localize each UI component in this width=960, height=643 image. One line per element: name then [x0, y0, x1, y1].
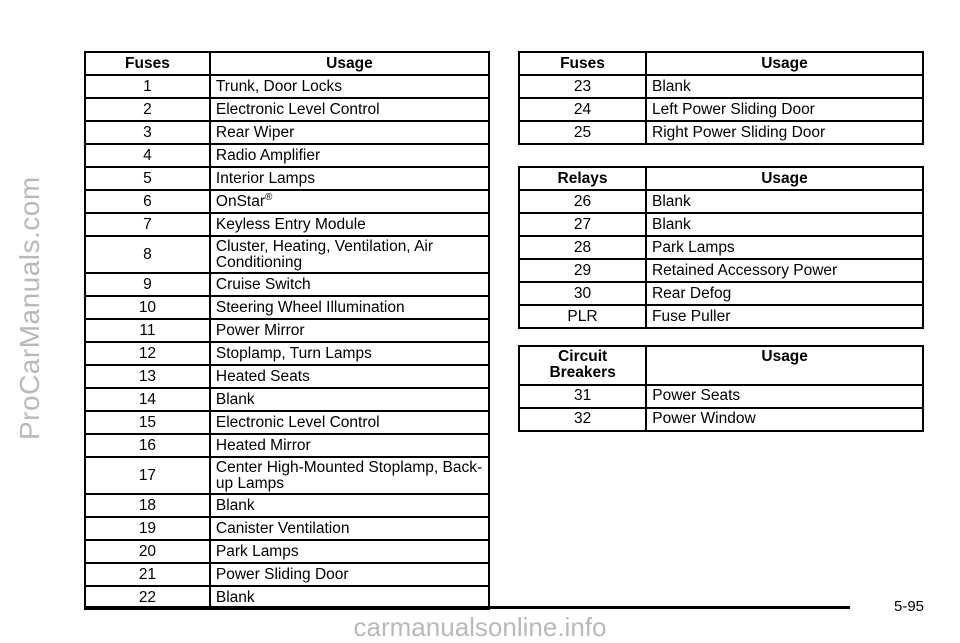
- fuse-number-cell: 28: [519, 236, 646, 259]
- table-row: [85, 411, 489, 434]
- fuse-number-cell: 16: [85, 434, 210, 457]
- usage-cell: Power Sliding Door: [210, 563, 489, 586]
- column-header: Fuses: [85, 52, 210, 75]
- usage-cell: OnStar®: [210, 190, 489, 213]
- usage-cell: Radio Amplifier: [210, 144, 489, 167]
- usage-cell: Canister Ventilation: [210, 517, 489, 540]
- fuse-number-cell: 32: [519, 408, 646, 431]
- column-header: Usage: [646, 167, 923, 190]
- fuse-number-cell: 5: [85, 167, 210, 190]
- usage-cell: Stoplamp, Turn Lamps: [210, 342, 489, 365]
- table-row: [85, 388, 489, 411]
- header-line: Circuit Breakers: [549, 348, 616, 382]
- circuit-breakers-table: [518, 345, 924, 432]
- table-row: [519, 213, 923, 236]
- table-row: [85, 273, 489, 296]
- fuse-number-cell: 6: [85, 190, 210, 213]
- table-row: [85, 296, 489, 319]
- usage-cell: Left Power Sliding Door: [646, 98, 923, 121]
- usage-cell: Steering Wheel Illumination: [210, 296, 489, 319]
- fuse-number-cell: 25: [519, 121, 646, 144]
- table-row: [85, 190, 489, 213]
- fuse-number-cell: 21: [85, 563, 210, 586]
- usage-cell: Heated Mirror: [210, 434, 489, 457]
- table-header-row: [85, 52, 489, 75]
- fuse-number-cell: 3: [85, 121, 210, 144]
- usage-cell: Heated Seats: [210, 365, 489, 388]
- fuse-number-cell: 19: [85, 517, 210, 540]
- fuse-number-cell: 1: [85, 75, 210, 98]
- fuse-number-cell: 31: [519, 385, 646, 408]
- usage-cell: Blank: [210, 586, 489, 609]
- table-row: [519, 385, 923, 408]
- table-row: [85, 236, 489, 273]
- fuses-table: [84, 51, 490, 610]
- fuse-number-cell: 12: [85, 342, 210, 365]
- usage-cell: Power Seats: [646, 385, 923, 408]
- side-watermark: ProCarManuals.com: [14, 176, 45, 440]
- table-header-row: [519, 52, 923, 75]
- usage-cell: Blank: [210, 494, 489, 517]
- usage-cell: Blank: [646, 75, 923, 98]
- usage-cell: Center High-Mounted Stoplamp, Back-up Lamps: [210, 457, 489, 494]
- fuse-number-cell: 11: [85, 319, 210, 342]
- usage-cell: Electronic Level Control: [210, 98, 489, 121]
- usage-cell: Rear Wiper: [210, 121, 489, 144]
- table-row: [85, 319, 489, 342]
- table-row: [85, 365, 489, 388]
- usage-cell: Fuse Puller: [646, 305, 923, 328]
- fuses-table-continued: [518, 51, 924, 145]
- usage-cell: Rear Defog: [646, 282, 923, 305]
- registered-mark: ®: [265, 192, 273, 204]
- usage-cell: Interior Lamps: [210, 167, 489, 190]
- footer-rule: [84, 606, 850, 609]
- usage-cell: Electronic Level Control: [210, 411, 489, 434]
- table-row: [85, 342, 489, 365]
- table-row: [85, 540, 489, 563]
- table-row: [85, 213, 489, 236]
- usage-cell: Park Lamps: [210, 540, 489, 563]
- fuse-number-cell: 15: [85, 411, 210, 434]
- fuse-number-cell: 30: [519, 282, 646, 305]
- column-header: Relays: [519, 167, 646, 190]
- fuse-number-cell: 13: [85, 365, 210, 388]
- table-row: [519, 259, 923, 282]
- usage-cell: Power Window: [646, 408, 923, 431]
- table-header-row: [519, 167, 923, 190]
- fuse-number-cell: 27: [519, 213, 646, 236]
- column-header: Usage: [210, 52, 489, 75]
- table-row: [85, 121, 489, 144]
- table-header-row: [519, 346, 923, 385]
- table-row: [85, 494, 489, 517]
- fuse-number-cell: 20: [85, 540, 210, 563]
- fuse-number-cell: 29: [519, 259, 646, 282]
- usage-cell: Blank: [646, 213, 923, 236]
- usage-cell: Trunk, Door Locks: [210, 75, 489, 98]
- usage-cell: Blank: [210, 388, 489, 411]
- table-row: [85, 434, 489, 457]
- usage-cell: Right Power Sliding Door: [646, 121, 923, 144]
- page-number: 5-95: [894, 598, 925, 615]
- table-row: [85, 75, 489, 98]
- fuse-number-cell: 2: [85, 98, 210, 121]
- usage-cell: Cluster, Heating, Ventilation, Air Conditioning: [210, 236, 489, 273]
- fuse-number-cell: 9: [85, 273, 210, 296]
- table-row: [85, 563, 489, 586]
- usage-cell: Keyless Entry Module: [210, 213, 489, 236]
- column-header: [519, 346, 646, 385]
- table-row: [519, 282, 923, 305]
- bottom-watermark: carmanualsonline.info: [353, 612, 607, 642]
- column-header: Fuses: [519, 52, 646, 75]
- fuse-number-cell: 24: [519, 98, 646, 121]
- table-row: [519, 305, 923, 328]
- usage-cell: Cruise Switch: [210, 273, 489, 296]
- fuse-number-cell: 7: [85, 213, 210, 236]
- fuse-number-cell: 4: [85, 144, 210, 167]
- usage-cell: Blank: [646, 190, 923, 213]
- table-row: [519, 190, 923, 213]
- table-row: [85, 457, 489, 494]
- fuse-number-cell: 14: [85, 388, 210, 411]
- column-header: Usage: [646, 52, 923, 75]
- column-header: Usage: [646, 346, 923, 385]
- usage-cell: Park Lamps: [646, 236, 923, 259]
- table-row: [85, 98, 489, 121]
- usage-cell: Retained Accessory Power: [646, 259, 923, 282]
- fuse-number-cell: 26: [519, 190, 646, 213]
- table-row: [85, 167, 489, 190]
- fuse-number-cell: PLR: [519, 305, 646, 328]
- fuse-number-cell: 23: [519, 75, 646, 98]
- usage-cell: Power Mirror: [210, 319, 489, 342]
- table-row: [519, 121, 923, 144]
- fuse-number-cell: 8: [85, 236, 210, 273]
- table-row: [519, 98, 923, 121]
- fuse-number-cell: 22: [85, 586, 210, 609]
- fuse-number-cell: 17: [85, 457, 210, 494]
- table-row: [519, 236, 923, 259]
- table-row: [519, 408, 923, 431]
- table-row: [519, 75, 923, 98]
- relays-table: [518, 166, 924, 329]
- table-row: [85, 144, 489, 167]
- table-row: [85, 517, 489, 540]
- fuse-number-cell: 10: [85, 296, 210, 319]
- fuse-number-cell: 18: [85, 494, 210, 517]
